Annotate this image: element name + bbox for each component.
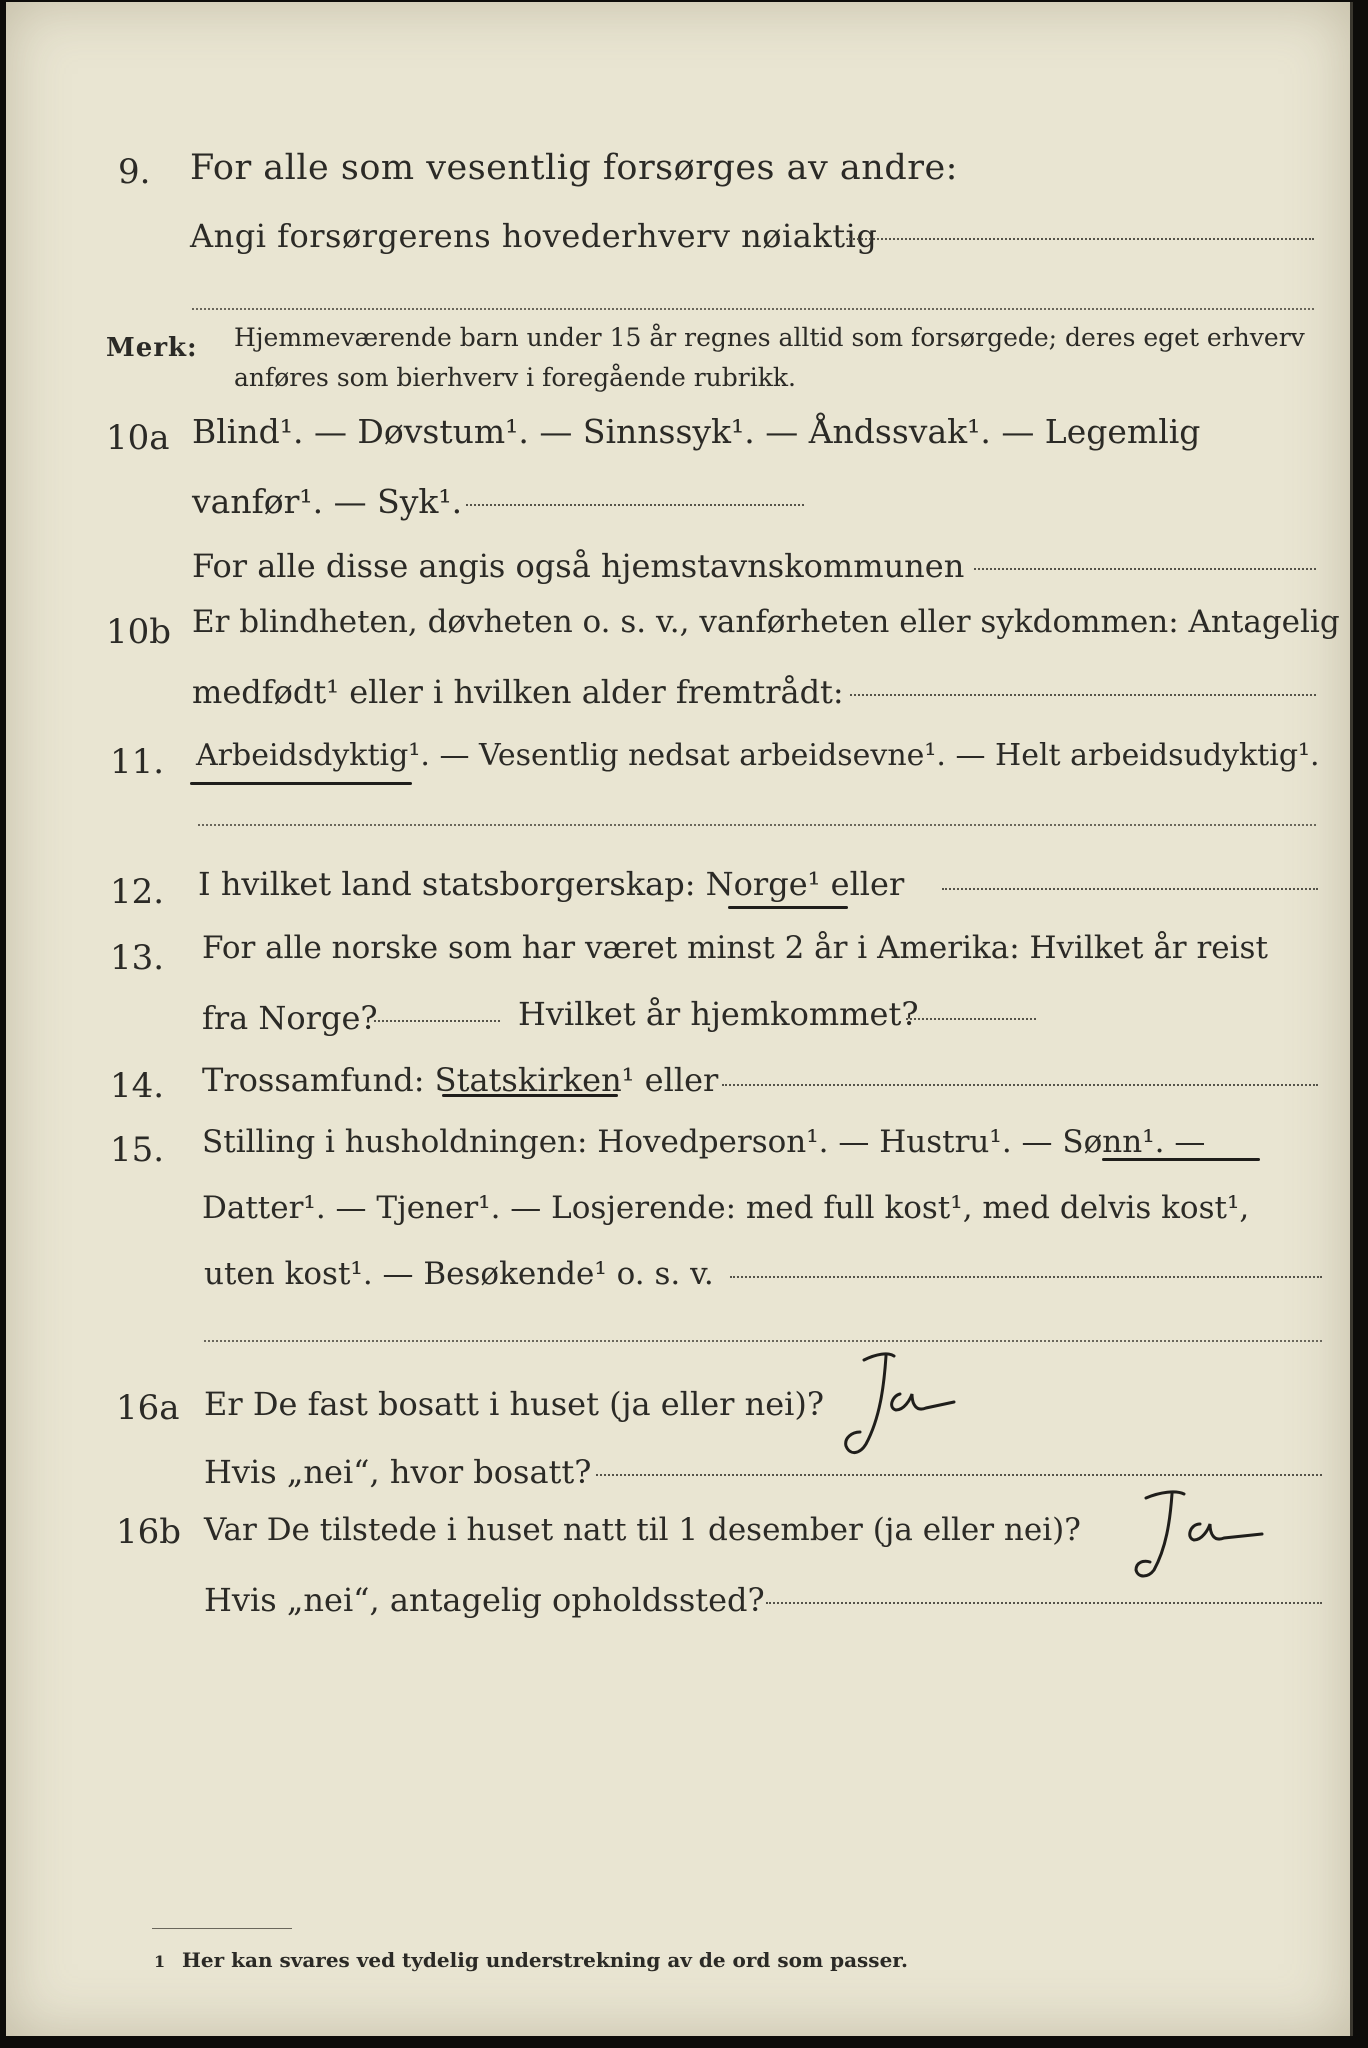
q12-answer-field[interactable]	[942, 888, 1318, 890]
q14-answer-field[interactable]	[722, 1084, 1318, 1086]
q10a-kommune-field[interactable]	[974, 568, 1316, 570]
q9-answer-field[interactable]	[846, 238, 1314, 240]
q13-line-1: For alle norske som har været minst 2 år i Amerika: Hvilket år reist	[202, 930, 1268, 966]
q11-number: 11.	[110, 742, 165, 782]
q9-line-1: For alle som vesentlig forsørges av andre:	[190, 148, 958, 188]
footnote-divider	[152, 1928, 292, 1929]
q10b-line-2: medfødt¹ eller i hvilken alder fremtrådt:	[192, 673, 844, 711]
q10a-answer-field[interactable]	[466, 504, 804, 506]
q13-reist-field[interactable]	[374, 1020, 500, 1022]
q9-line-2: Angi forsørgerens hovederhverv nøiaktig	[190, 217, 878, 255]
q16a-line-2: Hvis „nei“, hvor bosatt?	[204, 1453, 592, 1491]
q13-line-2a: fra Norge?	[202, 999, 378, 1037]
form-page	[6, 2, 1353, 2036]
q15-answer-field[interactable]	[730, 1276, 1322, 1278]
q11-handwritten-underline	[190, 782, 412, 785]
footnote-text: Her kan svares ved tydelig understrekning av de ord som passer.	[182, 1948, 908, 1972]
q15-number: 15.	[110, 1130, 165, 1170]
q12-handwritten-underline	[728, 906, 848, 909]
q14-number: 14.	[110, 1066, 165, 1106]
q9-extra-line[interactable]	[192, 308, 1314, 310]
q14-handwritten-underline	[442, 1094, 618, 1097]
q10b-answer-field[interactable]	[850, 694, 1316, 696]
q16b-handwritten-answer	[1126, 1482, 1276, 1592]
merk-label: Merk:	[106, 333, 198, 363]
q15-line-2: Datter¹. — Tjener¹. — Losjerende: med full kost¹, med delvis kost¹,	[202, 1190, 1250, 1226]
q15-extra-line[interactable]	[204, 1340, 1322, 1342]
q12-line-1: I hvilket land statsborgerskap: Norge¹ eller	[198, 865, 905, 903]
q16b-opholdssted-field[interactable]	[766, 1602, 1322, 1604]
ja-signature-icon	[836, 1346, 976, 1466]
q16b-line-1: Var De tilstede i huset natt til 1 desember (ja eller nei)?	[204, 1512, 1081, 1548]
q16a-line-1: Er De fast bosatt i huset (ja eller nei)?	[204, 1385, 825, 1423]
q12-number: 12.	[110, 872, 165, 912]
q13-line-2b: Hvilket år hjemkommet?	[518, 995, 919, 1033]
q16b-line-2: Hvis „nei“, antagelig opholdssted?	[204, 1581, 765, 1619]
q10a-line-2: vanfør¹. — Syk¹.	[192, 482, 463, 521]
q10b-number: 10b	[106, 612, 172, 652]
q9-number: 9.	[118, 152, 151, 192]
q14-line-1: Trossamfund: Statskirken¹ eller	[202, 1061, 719, 1099]
q11-extra-line[interactable]	[198, 824, 1316, 826]
ja-signature-icon	[1126, 1482, 1276, 1592]
q15-handwritten-underline	[1102, 1158, 1260, 1161]
merk-line-1: Hjemmeværende barn under 15 år regnes alltid som forsørgede; deres eget erhverv	[234, 323, 1305, 352]
footnote-mark: 1	[154, 1952, 166, 1971]
q16a-bosatt-field[interactable]	[596, 1474, 1322, 1476]
q10b-line-1: Er blindheten, døvheten o. s. v., vanførheten eller sykdommen: Antagelig	[192, 604, 1340, 640]
q11-line-1: Arbeidsdyktig¹. — Vesentlig nedsat arbeidsevne¹. — Helt arbeidsudyktig¹.	[196, 738, 1320, 773]
merk-line-2: anføres som bierhverv i foregående rubrikk.	[234, 363, 796, 392]
q16a-handwritten-answer	[836, 1346, 976, 1466]
q16a-number: 16a	[116, 1388, 180, 1428]
q13-hjemkommet-field[interactable]	[906, 1018, 1036, 1020]
q16b-number: 16b	[116, 1512, 182, 1552]
q15-line-1: Stilling i husholdningen: Hovedperson¹. — Hustru¹. — Sønn¹. —	[202, 1124, 1206, 1160]
q10a-line-1: Blind¹. — Døvstum¹. — Sinnssyk¹. — Åndssvak¹. — Legemlig	[192, 412, 1201, 451]
q15-line-3: uten kost¹. — Besøkende¹ o. s. v.	[204, 1256, 714, 1292]
q10a-number: 10a	[106, 418, 170, 458]
q10a-line-3: For alle disse angis også hjemstavnskommunen	[192, 547, 965, 585]
q13-number: 13.	[110, 938, 165, 978]
